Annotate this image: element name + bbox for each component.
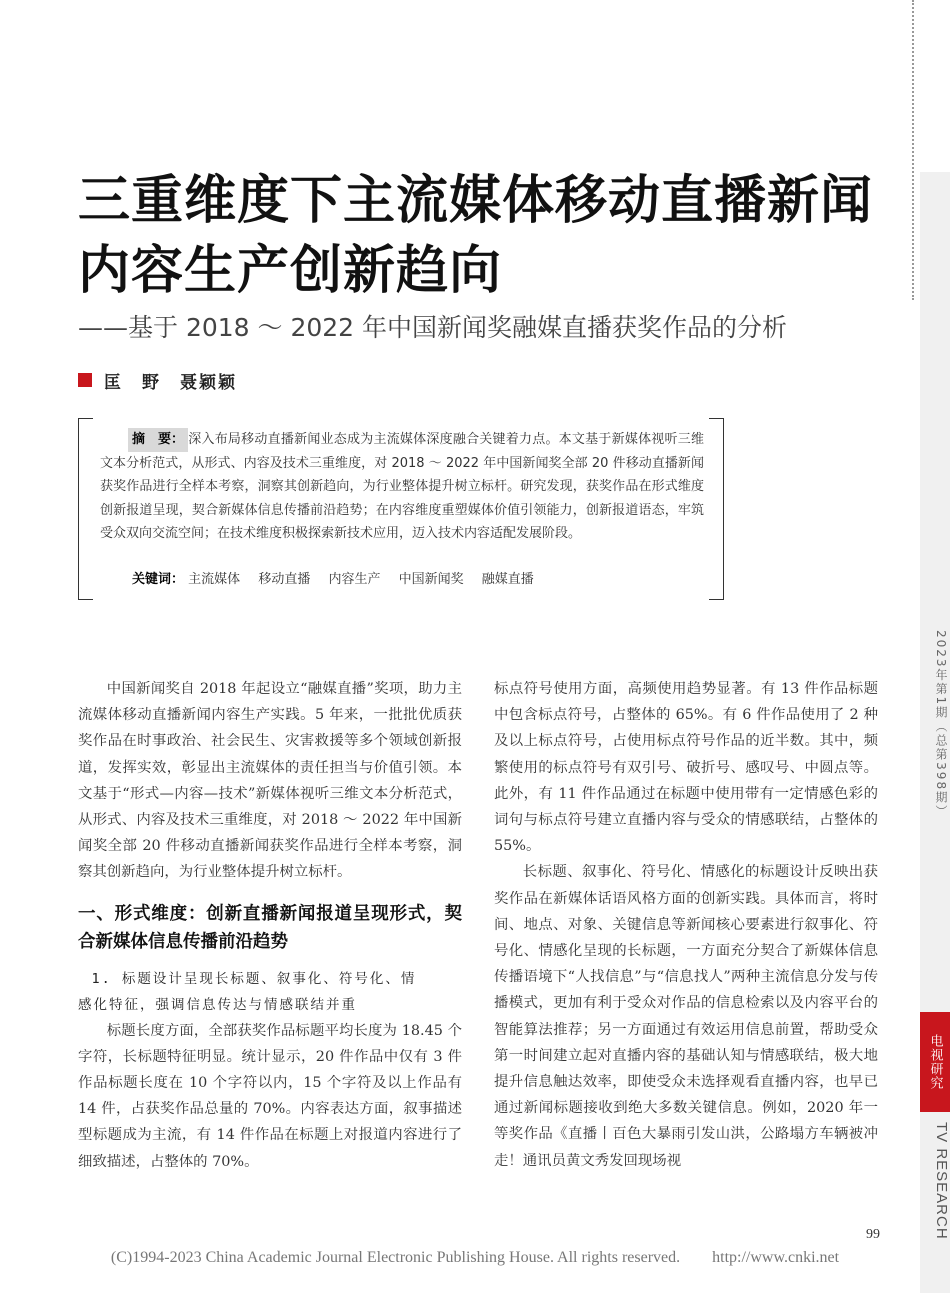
abstract-text bbox=[100, 428, 704, 546]
abstract-right-bracket bbox=[709, 418, 724, 600]
article-subtitle: ——基于 2018 ～ 2022 年中国新闻奖融媒直播获奖作品的分析 bbox=[78, 313, 788, 342]
keywords-line bbox=[132, 568, 548, 587]
keyword: 中国新闻奖 bbox=[398, 572, 464, 587]
keyword: 融媒直播 bbox=[481, 572, 534, 587]
body-column-left bbox=[78, 676, 462, 1175]
author-names: 匡 野 聂颖颖 bbox=[104, 372, 237, 393]
keyword: 移动直播 bbox=[258, 572, 311, 587]
page-number: 99 bbox=[866, 1227, 880, 1242]
subsection-heading-line: 感化特征，强调信息传达与情感联结并重 bbox=[78, 996, 357, 1013]
body-paragraph: 标题长度方面，全部获奖作品标题平均长度为 18.45 个字符，长标题特征明显。统计显示，20 件作品中仅有 3 件作品标题长度在 10 个字符以内，15 个字符及以上作品有 14 件，占获奖作品总量的 70%。内容表达方面，叙事描述型标题成为主流，有 14 件作品在标题上对报道内容进行了细致描述，占整体的 70%。 bbox=[78, 1022, 462, 1170]
keyword: 主流媒体 bbox=[188, 572, 241, 587]
subsection-heading bbox=[78, 966, 462, 1018]
journal-section-label: 电视研究 bbox=[927, 1034, 943, 1090]
author-line bbox=[78, 366, 237, 394]
abstract-left-bracket bbox=[78, 418, 93, 600]
author-marker-icon bbox=[78, 373, 92, 387]
abstract-box bbox=[78, 418, 724, 600]
journal-section-english: TV RESEARCH bbox=[933, 1122, 950, 1240]
body-paragraph: 中国新闻奖自 2018 年起设立“融媒直播”奖项，助力主流媒体移动直播新闻内容生产实践。5 年来，一批批优质获奖作品在时事政治、社会民生、灾害救援等多个领域创新报道，发挥实效，彰显出主流媒体的责任担当与价值引领。本文基于“形式—内容—技术”新媒体视听三维文本分析范式，从形式、内容及技术三重维度，对 2018 ～ 2022 年中国新闻奖全部 20 件移动直播新闻获奖作品进行全样本考察，洞察其创新趋向，为行业整体提升树立标杆。 bbox=[78, 681, 462, 881]
subsection-heading-line: 1. 标题设计呈现长标题、叙事化、符号化、情 bbox=[91, 970, 417, 987]
abstract-body: 深入布局移动直播新闻业态成为主流媒体深度融合关键着力点。本文基于新媒体视听三维文本分析范式，从形式、内容及技术三重维度，对 2018 ～ 2022 年中国新闻奖全部 20 件移动直播新闻获奖作品进行全样本考察，洞察其创新趋向，为行业整体提升树立标杆。研究发现，获奖作品在形式维度创新报道呈现，契合新媒体信息传播前沿趋势；在内容维度重塑媒体价值引领能力，创新报道语态，牢筑受众双向交流空间；在技术维度积极探索新技术应用，迈入技术内容适配发展阶段。 bbox=[100, 432, 704, 541]
keywords-label: 关键词： bbox=[132, 572, 185, 587]
copyright-footer: (C)1994-2023 China Academic Journal Electronic Publishing House. All rights reserved. http://www.cnki.net bbox=[110, 1249, 840, 1266]
journal-section-tab bbox=[920, 1012, 950, 1112]
body-paragraph: 长标题、叙事化、符号化、情感化的标题设计反映出获奖作品在新媒体话语风格方面的创新实践。具体而言，将时间、地点、对象、关键信息等新闻核心要素进行叙事化、符号化、情感化呈现的长标题，一方面充分契合了新媒体信息传播语境下“人找信息”与“信息找人”两种主流信息分发与传播模式，更加有利于受众对作品的信息检索以及内容平台的智能算法推荐；另一方面通过有效运用信息前置，帮助受众第一时间建立起对直播内容的基础认知与情感联结，极大地提升信息触达效率，即使受众未选择观看直播内容，也早已通过新闻标题接收到绝大多数关键信息。例如，2020 年一等奖作品《直播丨百色大暴雨引发山洪，公路塌方车辆被冲走！通讯员黄文秀发回现场视 bbox=[494, 864, 878, 1169]
journal-issue-label: 2023年第1期（总第398期） bbox=[934, 630, 948, 820]
abstract-label: 摘 要： bbox=[128, 428, 188, 452]
body-paragraph: 标点符号使用方面，高频使用趋势显著。有 13 件作品标题中包含标点符号，占整体的 65%。有 6 件作品使用了 2 种及以上标点符号，占使用标点符号作品的近半数。其中，频繁使用的标点符号有双引号、破折号、感叹号、中圆点等。此外，有 11 件作品通过在标题中使用带有一定情感色彩的词句与标点符号建立直播内容与受众的情感联结，占整体的 55%。 bbox=[494, 681, 878, 855]
body-column-right bbox=[494, 676, 878, 1174]
margin-dotted-rule bbox=[912, 0, 914, 300]
article-title: 三重维度下主流媒体移动直播新闻内容生产创新趋向 bbox=[78, 171, 874, 301]
keyword: 内容生产 bbox=[328, 572, 381, 587]
section-heading: 一、形式维度：创新直播新闻报道呈现形式，契合新媒体信息传播前沿趋势 bbox=[78, 903, 462, 952]
